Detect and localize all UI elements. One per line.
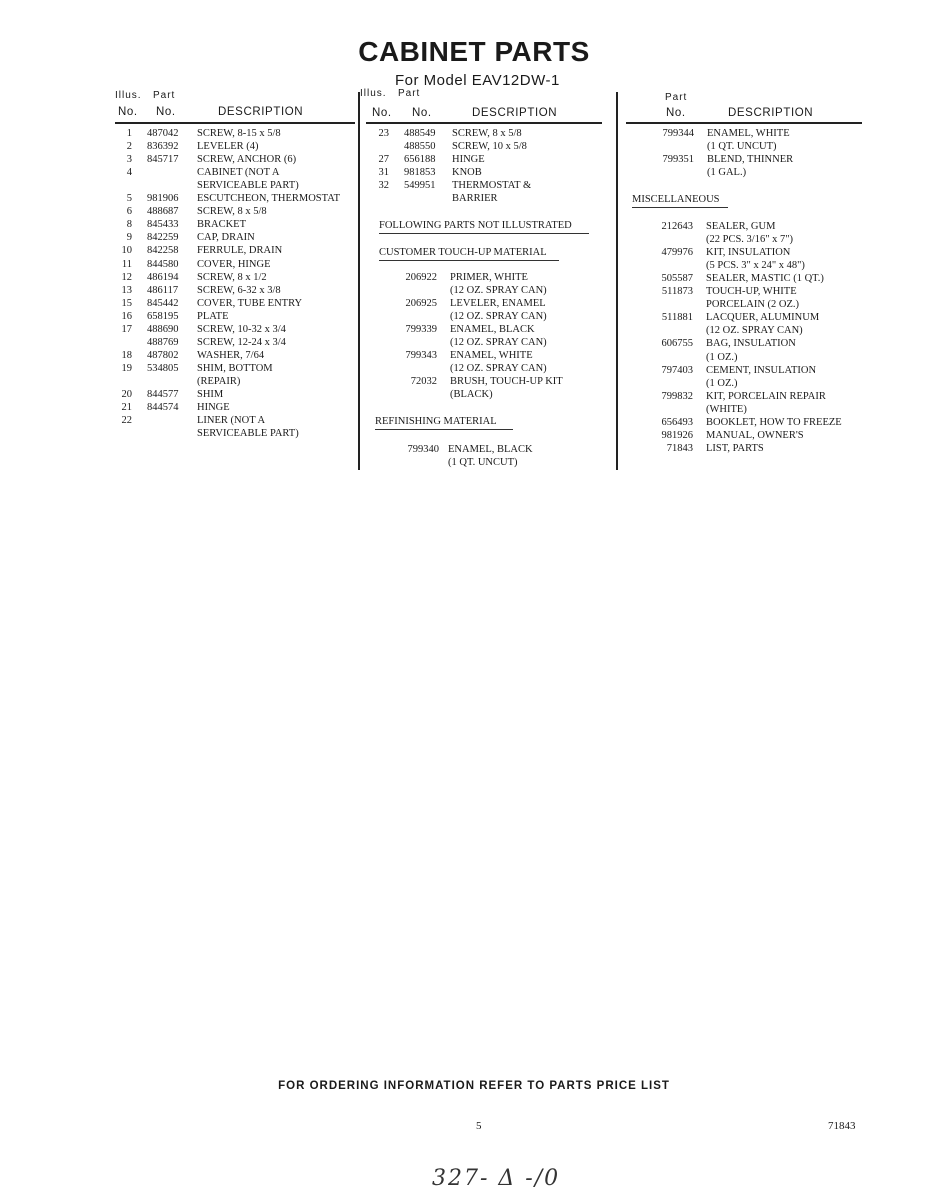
part-number-cell: 799832 <box>661 390 693 402</box>
description-cell: LEVELER, ENAMEL <box>450 298 546 310</box>
part-number-cell: 488687 <box>147 206 179 218</box>
illus-number-cell: 11 <box>121 258 132 270</box>
col3-description-header: DESCRIPTION <box>728 107 814 119</box>
description-cell: SCREW, 8-15 x 5/8 <box>197 128 281 139</box>
description-cell: (REPAIR) <box>197 375 241 387</box>
part-number-cell: 549951 <box>404 180 436 192</box>
part-number-cell: 844574 <box>147 402 179 414</box>
part-number-cell: 981853 <box>404 167 436 179</box>
part-number-cell: 606755 <box>661 338 693 350</box>
col1-description-header: DESCRIPTION <box>218 106 304 118</box>
illus-number-cell: 18 <box>121 349 132 361</box>
description-cell: HINGE <box>197 402 230 414</box>
description-cell: THERMOSTAT & <box>452 180 532 192</box>
part-number-cell: 981906 <box>147 193 179 205</box>
illus-number-cell: 21 <box>121 402 132 414</box>
description-cell: FERRULE, DRAIN <box>197 245 283 257</box>
col2-description-header: DESCRIPTION <box>472 107 558 119</box>
description-cell: (BLACK) <box>450 389 493 401</box>
description-cell: SCREW, 6-32 x 3/8 <box>197 284 281 296</box>
description-cell: CAP, DRAIN <box>197 232 255 244</box>
ordering-footer: FOR ORDERING INFORMATION REFER TO PARTS PRICE LIST <box>278 1080 670 1092</box>
col1-part-header: Part <box>153 90 176 101</box>
part-number-cell: 71843 <box>666 442 693 454</box>
illus-number-cell: 16 <box>121 310 132 322</box>
description-cell: SCREW, 10 x 5/8 <box>452 141 527 153</box>
part-number-cell: 844580 <box>147 258 179 270</box>
part-number-cell: 206925 <box>405 298 437 310</box>
description-cell: SEALER, GUM <box>706 221 776 232</box>
part-number-cell: 534805 <box>147 362 179 374</box>
part-number-cell: 799351 <box>662 154 694 166</box>
col3-part-header: Part <box>665 92 688 103</box>
col2-header-rule <box>366 122 602 124</box>
part-number-cell: 486194 <box>147 271 179 283</box>
description-cell: ENAMEL, BLACK <box>448 444 533 455</box>
description-cell: (12 OZ. SPRAY CAN) <box>450 285 547 297</box>
part-number-cell: 488690 <box>147 323 179 335</box>
description-cell: (1 OZ.) <box>706 377 738 389</box>
touchup-heading: CUSTOMER TOUCH-UP MATERIAL <box>379 247 547 258</box>
description-cell: TOUCH-UP, WHITE <box>706 286 797 298</box>
description-cell: BAG, INSULATION <box>706 338 796 350</box>
illus-number-cell: 3 <box>126 154 132 166</box>
description-cell: SHIM <box>197 389 224 400</box>
col2-illus-header: Illus. <box>360 88 387 99</box>
description-cell: BLEND, THINNER <box>707 154 794 166</box>
description-cell: CEMENT, INSULATION <box>706 364 817 376</box>
description-cell: (12 OZ. SPRAY CAN) <box>450 363 547 375</box>
part-number-cell: 656188 <box>404 154 436 166</box>
description-cell: KIT, INSULATION <box>706 247 791 259</box>
illus-number-cell: 12 <box>121 271 132 283</box>
description-cell: COVER, TUBE ENTRY <box>197 297 303 309</box>
description-cell: SHIM, BOTTOM <box>197 362 273 374</box>
part-number-cell: 845433 <box>147 219 179 231</box>
col1-part-no-header: No. <box>156 106 176 118</box>
part-number-cell: 842258 <box>147 245 179 257</box>
illus-number-cell: 22 <box>121 415 132 427</box>
part-number-cell: 487042 <box>147 128 179 139</box>
miscellaneous-heading: MISCELLANEOUS <box>632 194 720 205</box>
col3-header-rule <box>626 122 862 124</box>
description-cell: (12 OZ. SPRAY CAN) <box>450 311 547 323</box>
description-cell: (1 GAL.) <box>707 167 747 179</box>
part-number-cell: 845442 <box>147 297 179 309</box>
refinishing-heading: REFINISHING MATERIAL <box>375 416 497 427</box>
illus-number-cell: 2 <box>126 141 132 153</box>
part-number-cell: 486117 <box>147 284 179 296</box>
document-number: 71843 <box>828 1120 856 1132</box>
page-title: CABINET PARTS <box>358 36 590 67</box>
description-cell: BRACKET <box>197 219 247 231</box>
part-number-cell: 212643 <box>661 221 693 232</box>
part-number-cell: 799339 <box>405 324 437 336</box>
not-illustrated-underline <box>379 233 589 234</box>
description-cell: (1 OZ.) <box>706 351 738 363</box>
illus-number-cell: 32 <box>378 180 389 192</box>
description-cell: (WHITE) <box>706 403 747 415</box>
illus-number-cell: 1 <box>126 128 132 139</box>
part-number-cell: 842259 <box>147 232 179 244</box>
col3-no-header: No. <box>666 107 686 119</box>
illus-number-cell: 23 <box>378 128 389 139</box>
illus-number-cell: 13 <box>121 284 132 296</box>
part-number-cell: 72032 <box>410 376 437 388</box>
part-number-cell: 206922 <box>405 272 437 283</box>
description-cell: SCREW, 8 x 5/8 <box>452 128 522 139</box>
model-subtitle: For Model EAV12DW-1 <box>395 72 560 89</box>
part-number-cell: 487802 <box>147 349 179 361</box>
part-number-cell: 845717 <box>147 154 179 166</box>
part-number-cell: 511881 <box>661 312 693 324</box>
illus-number-cell: 4 <box>126 167 132 179</box>
illus-number-cell: 17 <box>121 323 132 335</box>
part-number-cell: 479976 <box>661 247 693 259</box>
description-cell: (22 PCS. 3/16" x 7") <box>706 234 794 246</box>
part-number-cell: 488550 <box>404 141 436 153</box>
description-cell: SCREW, 8 x 5/8 <box>197 206 267 218</box>
description-cell: KNOB <box>452 167 482 179</box>
description-cell: (1 QT. UNCUT) <box>707 141 777 153</box>
illus-number-cell: 8 <box>126 219 132 231</box>
illus-number-cell: 27 <box>378 154 389 166</box>
description-cell: SCREW, 10-32 x 3/4 <box>197 323 286 335</box>
illus-number-cell: 19 <box>121 362 132 374</box>
part-number-cell: 658195 <box>147 310 179 322</box>
col2-no-header: No. <box>372 107 392 119</box>
miscellaneous-underline <box>632 207 728 208</box>
illus-number-cell: 31 <box>378 167 389 179</box>
part-number-cell: 797403 <box>661 364 693 376</box>
illus-number-cell: 5 <box>126 193 132 205</box>
description-cell: (5 PCS. 3" x 24" x 48") <box>706 260 805 272</box>
col1-no-header: No. <box>118 106 138 118</box>
part-number-cell: 488769 <box>147 336 179 348</box>
description-cell: PORCELAIN (2 OZ.) <box>706 299 800 311</box>
description-cell: (1 QT. UNCUT) <box>448 457 518 469</box>
description-cell: LINER (NOT A <box>197 415 266 427</box>
description-cell: WASHER, 7/64 <box>197 349 265 361</box>
col1-illus-header: Illus. <box>115 90 142 101</box>
description-cell: LACQUER, ALUMINUM <box>706 312 820 324</box>
illus-number-cell: 9 <box>126 232 132 244</box>
description-cell: BARRIER <box>452 193 498 205</box>
part-number-cell: 488549 <box>404 128 436 139</box>
illus-number-cell: 20 <box>121 389 132 400</box>
part-number-cell: 656493 <box>661 416 693 428</box>
description-cell: CABINET (NOT A <box>197 167 280 179</box>
description-cell: PRIMER, WHITE <box>450 272 528 283</box>
description-cell: SEALER, MASTIC (1 QT.) <box>706 273 824 285</box>
part-number-cell: 836392 <box>147 141 179 153</box>
part-number-cell: 799340 <box>407 444 439 455</box>
part-number-cell: 844577 <box>147 389 179 400</box>
part-number-cell: 505587 <box>661 273 693 285</box>
column-divider-1 <box>358 92 360 470</box>
description-cell: PLATE <box>197 310 229 322</box>
col2-part-no-header: No. <box>412 107 432 119</box>
description-cell: BOOKLET, HOW TO FREEZE <box>706 416 842 428</box>
description-cell: ENAMEL, WHITE <box>707 128 790 139</box>
part-number-cell: 511873 <box>661 286 693 298</box>
part-number-cell: 981926 <box>661 429 693 441</box>
description-cell: SCREW, 12-24 x 3/4 <box>197 336 286 348</box>
illus-number-cell: 10 <box>121 245 132 257</box>
description-cell: ESCUTCHEON, THERMOSTAT <box>197 193 341 205</box>
refinishing-underline <box>375 429 513 430</box>
touchup-underline <box>379 260 559 261</box>
description-cell: (12 OZ. SPRAY CAN) <box>706 325 803 337</box>
description-cell: SCREW, 8 x 1/2 <box>197 271 267 283</box>
description-cell: MANUAL, OWNER'S <box>706 429 804 441</box>
illus-number-cell: 15 <box>121 297 132 309</box>
description-cell: (12 OZ. SPRAY CAN) <box>450 337 547 349</box>
part-number-cell: 799344 <box>662 128 694 139</box>
description-cell: ENAMEL, WHITE <box>450 350 533 362</box>
col1-header-rule <box>115 122 355 124</box>
description-cell: HINGE <box>452 154 485 166</box>
description-cell: LEVELER (4) <box>197 141 259 153</box>
description-cell: LIST, PARTS <box>706 442 764 454</box>
description-cell: BRUSH, TOUCH-UP KIT <box>450 376 563 388</box>
handwritten-note: 327- Δ -/0 <box>432 1166 561 1191</box>
description-cell: SERVICEABLE PART) <box>197 428 299 440</box>
description-cell: SCREW, ANCHOR (6) <box>197 154 297 166</box>
description-cell: SERVICEABLE PART) <box>197 180 299 192</box>
description-cell: ENAMEL, BLACK <box>450 324 535 336</box>
col2-part-header: Part <box>398 88 421 99</box>
not-illustrated-heading: FOLLOWING PARTS NOT ILLUSTRATED <box>379 220 572 231</box>
description-cell: COVER, HINGE <box>197 258 271 270</box>
page-number: 5 <box>476 1120 482 1132</box>
part-number-cell: 799343 <box>405 350 437 362</box>
description-cell: KIT, PORCELAIN REPAIR <box>706 390 826 402</box>
column-divider-2 <box>616 92 618 470</box>
illus-number-cell: 6 <box>126 206 132 218</box>
